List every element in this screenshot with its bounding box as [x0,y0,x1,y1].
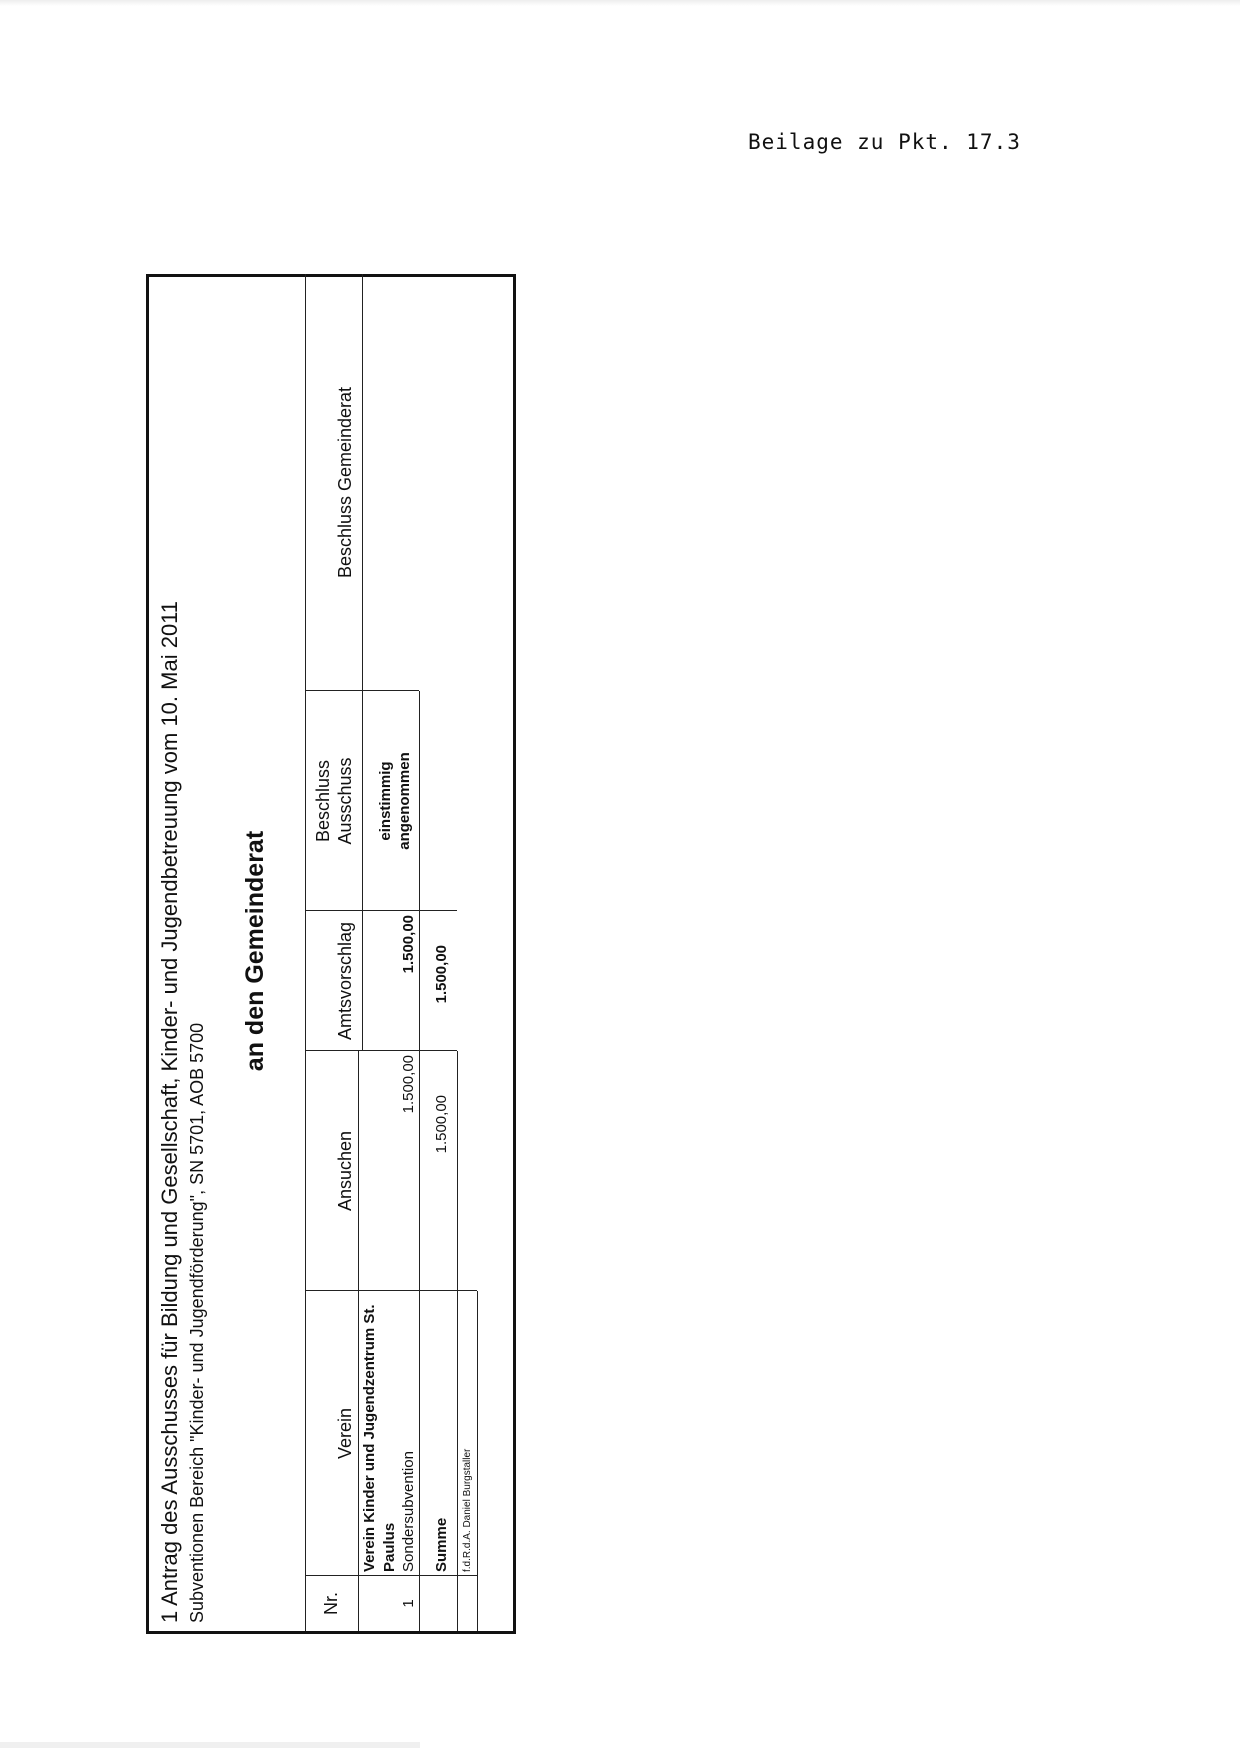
verein-column-line [305,1290,477,1291]
column-header-beschluss-ausschuss-line2: Ausschuss [335,757,355,845]
scan-edge-top [0,0,1240,6]
column-header-nr: Nr. [321,1592,341,1616]
column-header-amtsvorschlag: Amtsvorschlag [335,921,355,1041]
attachment-annotation: Beilage zu Pkt. 17.3 [748,130,1021,154]
sum-amtsvorschlag-value: 1.500,00 [433,945,450,1004]
column-header-beschluss-gemeinderat: Beschluss Gemeinderat [335,386,355,579]
row-beschluss-line1: einstimmig [377,761,394,841]
form-subtitle: Subventionen Bereich "Kinder- und Jugendförderung", SN 5701, AOB 5700 [187,1022,207,1623]
sum-label: Summe [433,1517,450,1572]
signature-text: f.d.R.d.A. Daniel Burgstaller [462,1448,473,1572]
row-beschluss-line2: angenommen [396,752,413,850]
column-header-beschluss-ausschuss-line1: Beschluss [313,759,333,843]
form-title: 1 Antrag des Ausschusses für Bildung und Gesellschaft, Kinder- und Jugendbetreuung vom 10. Mai 2011 [157,600,182,1623]
scan-edge-bottom [0,1742,420,1748]
row-verein-name-line2: Paulus [381,1522,398,1572]
row-verein-name-line1: Verein Kinder und Jugendzentrum St. [361,1304,378,1572]
row-bottom-line [419,911,420,1631]
header-bottom-line-right [362,274,363,1051]
row-ansuchen-value: 1.500,00 [400,1055,417,1114]
form-heading: an den Gemeinderat [241,830,269,1072]
column-header-verein: Verein [335,1407,355,1460]
row-amtsvorschlag-value: 1.500,00 [400,915,417,974]
header-bottom-line-left [358,1051,359,1631]
row-verein-type: Sondersubvention [400,1451,417,1572]
row-nr: 1 [400,1599,417,1608]
rotated-form-container [146,274,516,1634]
signature-bottom-line [477,1291,478,1631]
sum-bottom-line [457,1051,458,1631]
column-header-ansuchen: Ansuchen [335,1130,355,1212]
table-top-line [305,274,306,1631]
sum-ansuchen-value: 1.500,00 [433,1095,450,1154]
subsidy-form [146,274,516,1634]
beschluss-bottom-line [419,691,420,911]
